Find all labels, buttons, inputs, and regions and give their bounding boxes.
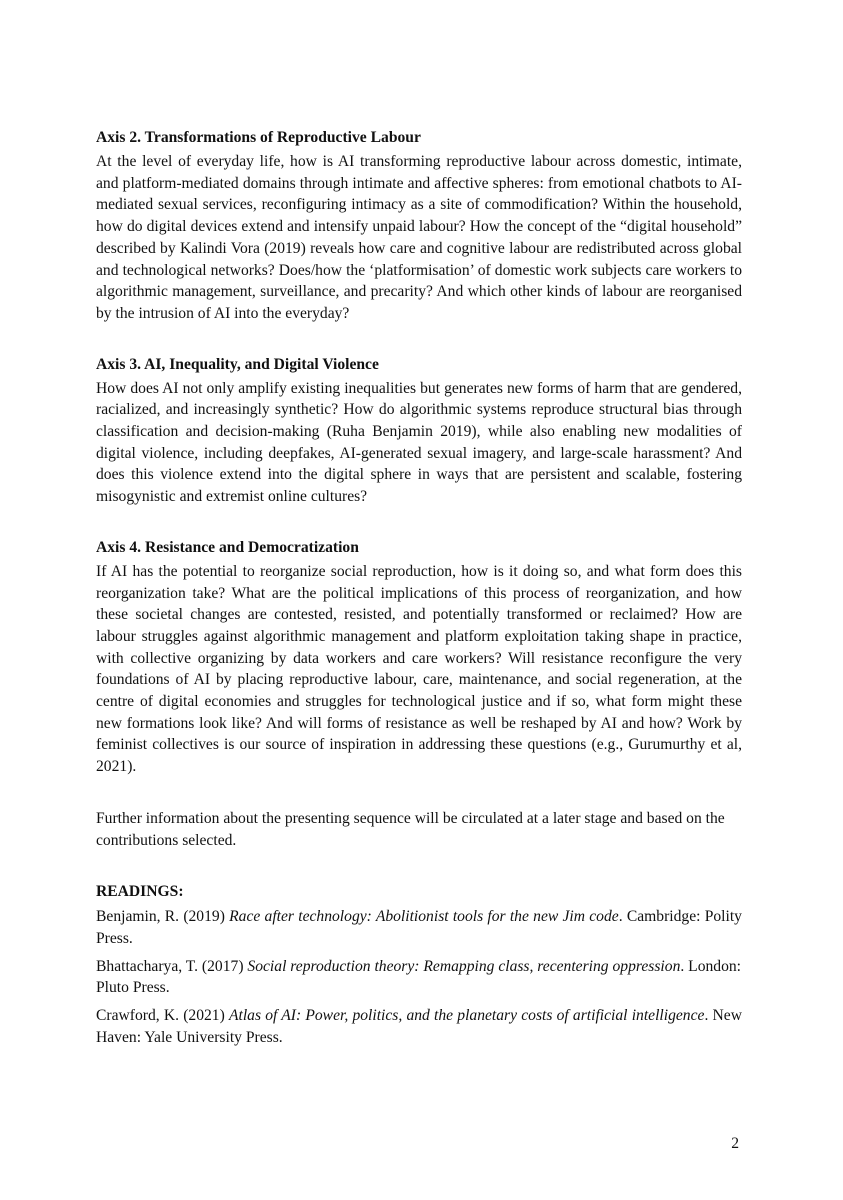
reading-author-year: Bhattacharya, T. (2017) bbox=[96, 957, 248, 975]
axis-4-section bbox=[96, 537, 742, 778]
axis-3-section bbox=[96, 354, 742, 508]
axis-2-section bbox=[96, 127, 742, 325]
reading-crawford-2021 bbox=[96, 1005, 742, 1048]
reading-publisher: . New Haven: Yale University Press. bbox=[96, 1007, 742, 1046]
readings-heading: READINGS: bbox=[96, 883, 184, 901]
reading-title: Atlas of AI: Power, politics, and the planetary costs of artificial intelligence bbox=[228, 1007, 705, 1025]
document-page bbox=[96, 127, 742, 1055]
page-number: 2 bbox=[731, 1135, 739, 1152]
reading-publisher: . Cambridge: Polity Press. bbox=[96, 908, 742, 947]
reading-author-year: Crawford, K. (2021) bbox=[96, 1007, 229, 1025]
axis-3-heading: Axis 3. AI, Inequality, and Digital Violence bbox=[96, 355, 379, 373]
axis-2-body: At the level of everyday life, how is AI transforming reproductive labour across domestic, intimate, and platform-mediated domains through intimate and affective spheres: from emotional chatbots to AI-mediated sexual services, reconfiguring intimacy as a site of commodification? Within the household, how do digital devices extend and intensify unpaid labour? How the concept of the “digital household” described by Kalindi Vora (2019) reveals how care and cognitive labour are redistributed across global and technological networks? Does/how the ‘platformisation’ of domestic work subjects care workers to algorithmic management, surveillance, and precarity? And which other kinds of labour are reorganised by the intrusion of AI into the everyday? bbox=[96, 153, 742, 322]
axis-4-body: If AI has the potential to reorganize social reproduction, how is it doing so, and what form does this reorganization take? What are the political implications of this process of reorganization, and how these societal changes are contested, resisted, and potentially transformed or reclaimed? How are labour struggles against algorithmic management and platform exploitation taking shape in practice, with collective organizing by data workers and care workers? Will resistance reconfigure the very foundations of AI by placing reproductive labour, care, maintenance, and social regeneration, at the centre of digital economies and struggles for technological justice and if so, what form might these new formations look like? And will forms of resistance as well be reshaped by AI and how? Work by feminist collectives is our source of inspiration in addressing these questions (e.g., Gurumurthy et al, 2021). bbox=[96, 562, 742, 776]
reading-bhattacharya-2017 bbox=[96, 956, 742, 999]
reading-title: Social reproduction theory: Remapping class, recentering oppression bbox=[247, 957, 681, 975]
reading-publisher: . London: Pluto Press. bbox=[96, 957, 742, 997]
reading-author-year: Benjamin, R. (2019) bbox=[96, 908, 230, 926]
reading-title: Race after technology: Abolitionist tools for the new Jim code bbox=[229, 908, 619, 926]
axis-3-body: How does AI not only amplify existing inequalities but generates new forms of harm that are gendered, racialized, and increasingly synthetic? How do algorithmic systems reproduce structural bias through classification and decision-making (Ruha Benjamin 2019), while also enabling new modalities of digital violence, including deepfakes, AI-generated sexual imagery, and large-scale harassment? And does this violence extend into the digital sphere in ways that are persistent and scalable, fostering misogynistic and extremist online cultures? bbox=[96, 379, 742, 506]
readings-section bbox=[96, 881, 742, 1048]
axis-4-heading: Axis 4. Resistance and Democratization bbox=[96, 538, 359, 556]
reading-benjamin-2019 bbox=[96, 906, 742, 949]
further-information-paragraph: Further information about the presenting sequence will be circulated at a later stage and based on the contributions selected. bbox=[96, 809, 725, 849]
axis-2-heading: Axis 2. Transformations of Reproductive Labour bbox=[96, 129, 421, 146]
